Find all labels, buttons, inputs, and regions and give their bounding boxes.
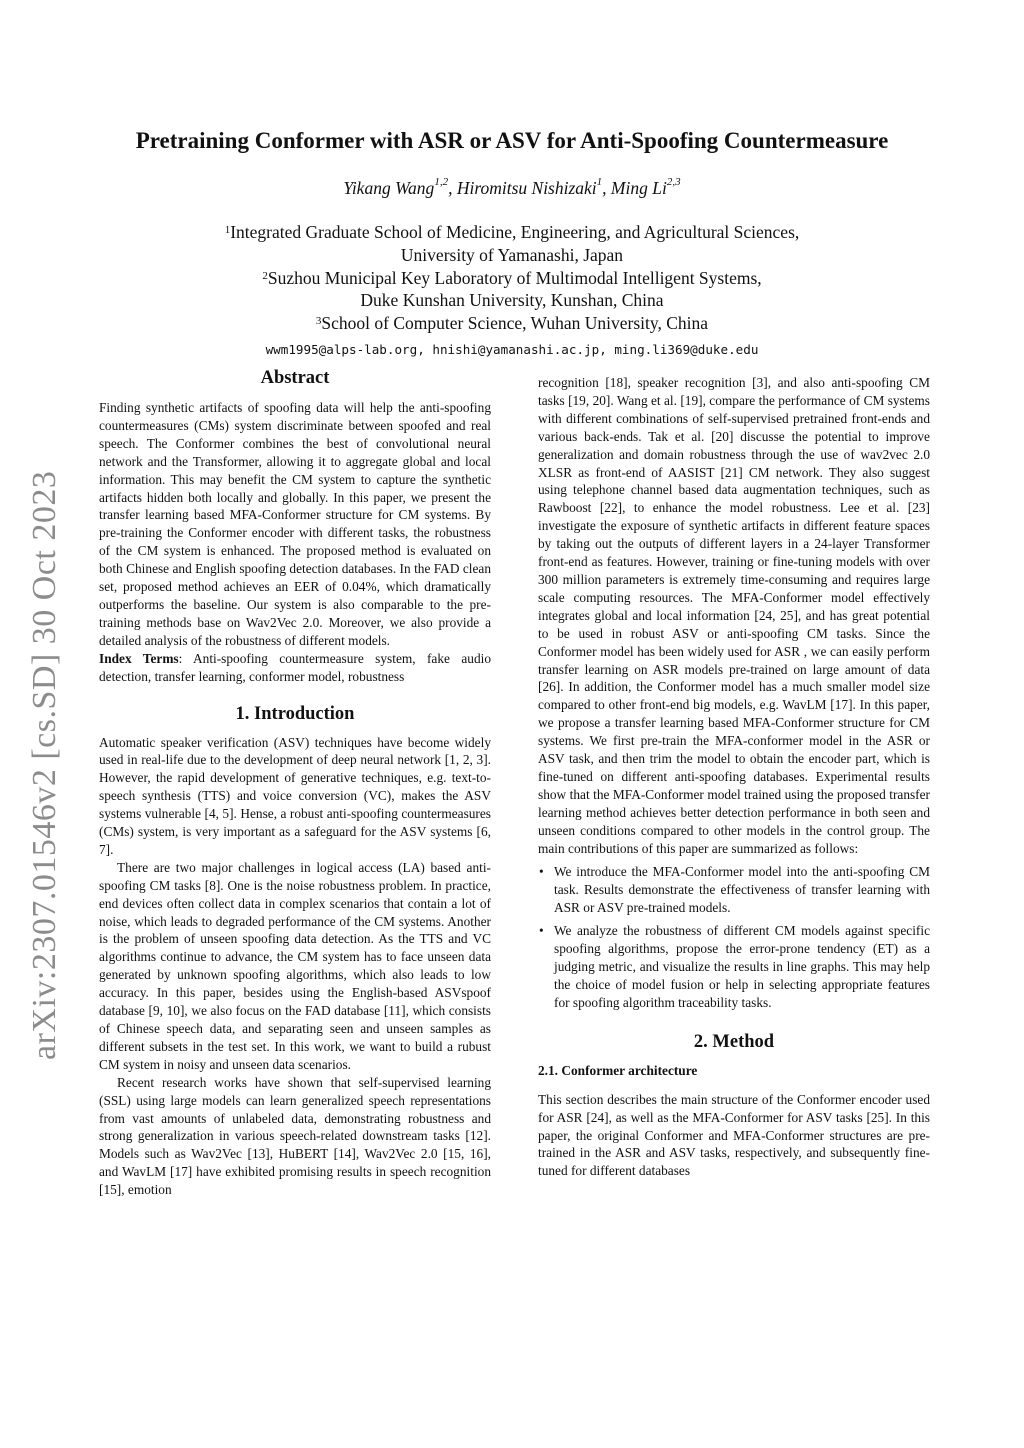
affiliation-line <box>60 267 964 290</box>
conformer-subheading: 2.1. Conformer architecture <box>538 1062 698 1078</box>
intro-paragraph-4: recognition [18], speaker recognition [3], and also anti-spoofing CM tasks [19, 20]. Wang et al. [19], compare the performance of CM systems with different combinations of self-supervised pretrained front-ends and various back-ends. Tak et al. [20] discusse the potential to improve generalization and domain robustness through the use of wav2vec 2.0 XLSR as front-end of AASIST [21] CM network. They also suggest using telephone channel based data augmentation techniques, such as Rawboost [22], to enhance the model robustness. Lee et al. [23] investigate the exposure of synthetic artifacts in different feature spaces by taking out the outputs of different layers in a 24-layer Transformer front-end as features. However, training or fine-tuning models with over 300 million parameters is extremely time-consuming and requires large scale computing resources. The MFA-Conformer model effectively integrates global and local information [24, 25], and has great potential to be used in robust ASV or anti-spoofing CM tasks. Since the Conformer model has been widely used for ASR , we can easily perform transfer learning on ASR models pre-trained on large amount of data [26]. In addition, the Conformer model has a much smaller model size compared to other front-end big models, e.g. WavLM [17]. In this paper, we propose a transfer learning based MFA-Conformer structure for CM systems. We first pre-train the MFA-conformer model in the ASR or ASV task, and then trim the model to obtain the encoder part, which is fine-tuned on different anti-spoofing databases. Experimental results show that the MFA-Conformer model trained using the proposed transfer learning method achieves better detection performance in both seen and unseen conditions compared to other models in the control group. The main contributions of this paper are summarized as follows: <box>538 375 930 856</box>
left-column <box>99 368 491 1199</box>
bullet-icon: • <box>539 864 544 880</box>
index-terms-text: : Anti-spoofing countermeasure system, fake audio detection, transfer learning, conformer model, robustness <box>99 650 492 684</box>
contribution-text: We introduce the MFA-Conformer model into the anti-spoofing CM task. Results demonstrate the effectiveness of transfer learning with ASR or ASV pre-trained models. <box>554 864 930 916</box>
affiliation-text: Integrated Graduate School of Medicine, Engineering, and Agricultural Sciences, <box>230 222 800 242</box>
index-terms-label: Index Terms <box>99 650 179 666</box>
affiliation-line: Duke Kunshan University, Kunshan, China <box>360 290 664 311</box>
contributions-list <box>538 863 930 1011</box>
bullet-icon: • <box>539 923 544 939</box>
affiliation-block <box>60 221 964 335</box>
author-emails: wwm1995@alps-lab.org, hnishi@yamanashi.ac.jp, ming.li369@duke.edu <box>265 342 759 357</box>
author-list: Yikang Wang$^{1,2}$, Hiromitsu Nishizaki$^1$, Ming Li$^{2,3}$ <box>343 176 681 198</box>
arxiv-identifier: arXiv:2307.01546v2 [cs.SD] 30 Oct 2023 <box>26 470 63 1060</box>
method-heading: 2. Method <box>693 1031 775 1052</box>
affil-marker: 3 <box>315 315 322 328</box>
author-affil-marker: 2,3 <box>666 176 681 188</box>
affiliation-text: School of Computer Science, Wuhan University, China <box>321 313 709 334</box>
intro-paragraph-1: Automatic speaker verification (ASV) techniques have become widely used in real-life due to the development of deep neural network [1, 2, 3]. However, the rapid development of generative techniques, e.g. text-to-speech synthesis (TTS) and voice conversion (VC), makes the ASV systems vulnerable [4, 5]. Hense, a robust anti-spoofing countermeasures (CMs) system, is very important as a safeguard for the ASV systems [6, 7]. <box>99 734 491 857</box>
author-affil-marker: 1,2 <box>434 176 449 188</box>
method-paragraph-1: This section describes the main structure of the Conformer encoder used for ASR [24], as well as the MFA-Conformer for ASV tasks [25]. In this paper, the original Conformer and MFA-Conformer structures are pre-trained in the ASR and ASV tasks, respectively, and subsequently fine-tuned for different databases <box>538 1091 930 1179</box>
affil-marker: 2 <box>262 269 268 282</box>
paper-title: Pretraining Conformer with ASR or ASV for Anti-Spoofing Countermeasure <box>135 128 889 153</box>
contribution-text: We analyze the robustness of different CM models against specific spoofing algorithms, propose the error-prone tendency (ET) as a judging metric, and visualize the results in line graphs. This may help the choice of model fusion or help in selecting appropriate features for spoofing algorithm traceability tasks. <box>554 923 930 1010</box>
author-name: Hiromitsu Nishizaki <box>456 178 597 198</box>
contribution-item <box>538 863 930 917</box>
author-name: Yikang Wang <box>343 178 435 198</box>
index-terms <box>99 650 491 686</box>
affiliation-line <box>60 221 964 244</box>
introduction-heading: 1. Introduction <box>235 703 355 724</box>
intro-paragraph-3: Recent research works have shown that self-supervised learning (SSL) using large models can learn generalized speech representations from vast amounts of unlabeled data, demonstrating robustness and strong generalization in various speech-related downstream tasks [12]. Models such as Wav2Vec [13], HuBERT [14], Wav2Vec 2.0 [15, 16], and WavLM [17] have exhibited promising results in speech recognition [15], emotion <box>99 1074 491 1198</box>
affil-marker: 1 <box>224 224 231 236</box>
author-name: Ming Li <box>610 178 667 198</box>
right-column <box>538 374 930 1180</box>
author-affil-marker: 1 <box>596 176 603 188</box>
affiliation-line: University of Yamanashi, Japan <box>400 244 624 265</box>
intro-paragraph-2: There are two major challenges in logical access (LA) based anti-spoofing CM tasks [8]. One is the noise robustness problem. In practice, end devices often collect data in complex scenarios that contain a lot of noise, which leads to degraded performance of the CM systems. Another is the problem of unseen spoofing data detection. As the TTS and VC algorithms continue to advance, the CM system has to face unseen data generated by unknown spoofing algorithms, which also leads to low accuracy. In this paper, besides using the English-based ASVspoof database [9, 10], we also focus on the FAD database [11], which consists of Chinese speech data, and separating seen and unseen samples as different subsets in the test set. In this work, we want to build a rubust CM system in noisy and unseen data scenarios. <box>99 859 491 1072</box>
abstract-heading: Abstract <box>260 368 330 388</box>
abstract-text: Finding synthetic artifacts of spoofing data will help the anti-spoofing countermeasures (CMs) system discriminate between spoofed and real speech. The Conformer combines the best of convolutional neural network and the Transformer, allowing it to aggregate global and local information. This may benefit the CM system to capture the synthetic artifacts hidden both locally and globally. In this paper, we present the transfer learning based MFA-Conformer structure for CM systems. By pre-training the Conformer encoder with different tasks, the robustness of the CM system is enhanced. The proposed method is evaluated on both Chinese and English spoofing detection databases. In the FAD clean set, proposed method achieves an EER of 0.04%, which dramatically outperforms the baseline. Our system is also comparable to the pre-training methods base on Wav2Vec 2.0. Moreover, we also provide a detailed analysis of the robustness of different models. <box>99 400 491 648</box>
contribution-item <box>538 922 930 1012</box>
affiliation-line <box>60 312 964 335</box>
affiliation-text: Suzhou Municipal Key Laboratory of Multimodal Intelligent Systems, <box>267 267 762 288</box>
